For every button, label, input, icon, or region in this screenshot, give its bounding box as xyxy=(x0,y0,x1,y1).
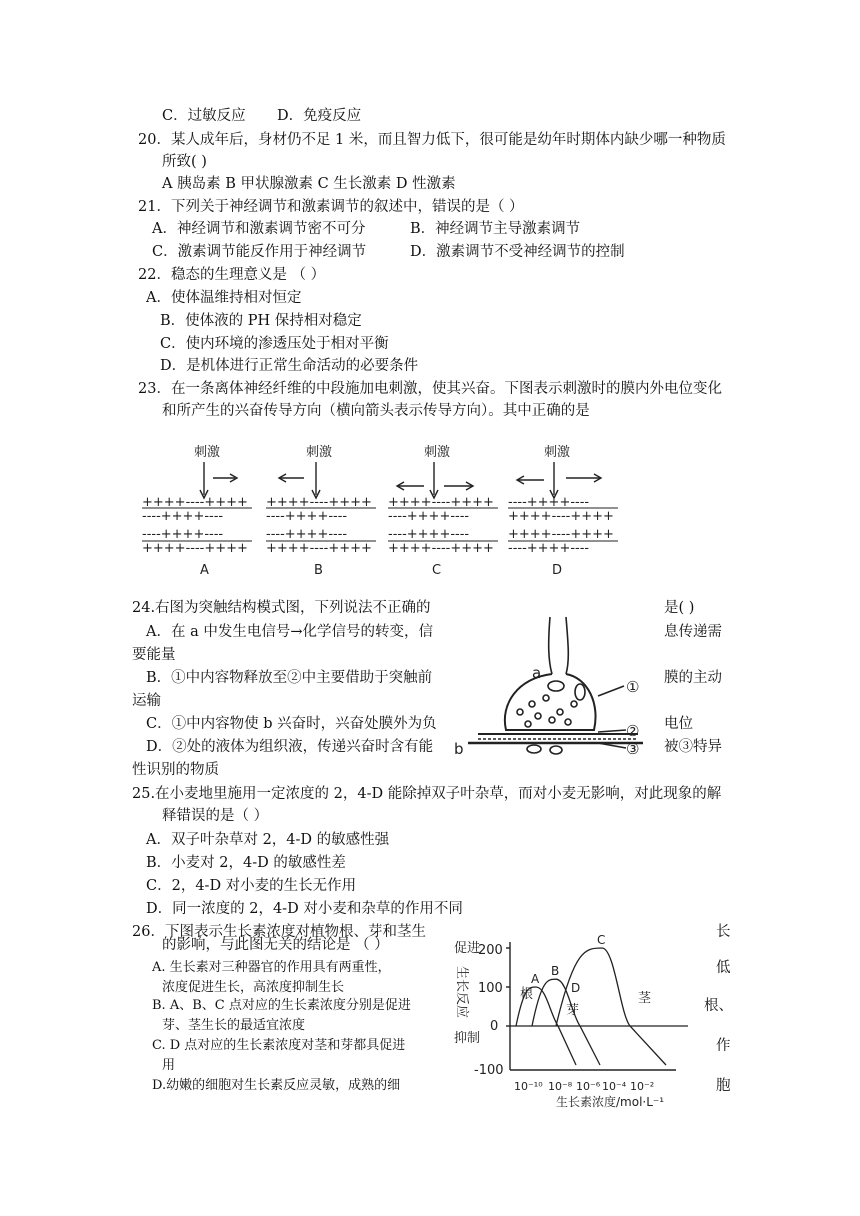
label-2: ② xyxy=(626,722,640,740)
option-c: C. D 点对应的生长素浓度对茎和芽都具促进 xyxy=(152,1038,406,1053)
option-b: B．使体液的 PH 保持相对稳定 xyxy=(160,313,362,329)
y-tick-label: 100 xyxy=(478,981,503,996)
panel-label: A xyxy=(200,563,209,578)
question-22-stem: 22．稳态的生理意义是 （ ） xyxy=(138,267,326,283)
panel-label: B xyxy=(314,563,323,578)
svg-text:----++++----: ----++++---- xyxy=(388,509,470,524)
svg-text:++++----++++: ++++----++++ xyxy=(266,541,372,556)
x-tick-label: 10⁻² xyxy=(630,1080,655,1093)
question-25-stem-cont: 释错误的是（ ） xyxy=(162,808,269,824)
option-c-cont: 用 xyxy=(162,1058,176,1073)
option-c: C．激素调节能反作用于神经调节 xyxy=(152,244,367,260)
svg-text:++++----++++: ++++----++++ xyxy=(388,495,494,510)
option-d: D.幼嫩的细胞对生长素反应灵敏，成熟的细 xyxy=(152,1078,401,1093)
stimulus-label: 刺激 xyxy=(424,445,451,460)
option-b: B. A、B、C 点对应的生长素浓度分别是促进 xyxy=(152,998,411,1013)
svg-text:----++++----: ----++++---- xyxy=(142,527,224,542)
x-tick-label: 10⁻⁶ xyxy=(576,1080,601,1093)
svg-text:----++++----: ----++++---- xyxy=(266,509,348,524)
panel-c xyxy=(388,444,498,578)
label-1: ① xyxy=(626,678,640,696)
option-d: D．是机体进行正常生命活动的必要条件 xyxy=(160,358,419,374)
question-26-stem-cont: 的影响，与此图无关的结论是 （ ） xyxy=(162,937,389,953)
option-d-cont2: 性识别的物质 xyxy=(132,762,219,778)
option-d-cont: 被③特异 xyxy=(664,739,722,755)
point-d-label: D xyxy=(571,981,581,995)
option-d: D．同一浓度的 2，4-D 对小麦和杂草的作用不同 xyxy=(146,901,463,917)
option-a: A．使体温维持相对恒定 xyxy=(146,290,302,306)
question-25-stem: 25.在小麦地里施用一定浓度的 2，4-D 能除掉双子叶杂草，而对小麦无影响，对此现象的解 xyxy=(132,786,722,802)
peak-label: A xyxy=(531,972,540,986)
label-3: ③ xyxy=(626,740,640,758)
series-label: 根 xyxy=(520,987,534,1002)
series-label: 芽 xyxy=(566,1003,580,1018)
option-a-cont: 息传递需 xyxy=(664,624,722,640)
x-tick-label: 10⁻⁸ xyxy=(548,1080,573,1093)
question-20-stem: 20．某人成年后，身材仍不足 1 米，而且智力低下，很可能是幼年时期体内缺少哪一种物质 xyxy=(138,132,726,148)
option-a: A．神经调节和激素调节密不可分 xyxy=(152,221,366,237)
x-tick-label: 10⁻¹⁰ xyxy=(514,1080,543,1093)
synapse-diagram xyxy=(448,612,658,782)
svg-text:++++----++++: ++++----++++ xyxy=(142,541,248,556)
option-b: B．①中内容物释放至②中主要借助于突触前 xyxy=(146,670,433,686)
stimulus-label: 刺激 xyxy=(194,445,221,460)
auxin-chart xyxy=(452,928,692,1108)
question-23-stem: 23．在一条离体神经纤维的中段施加电刺激，使其兴奋。下图表示刺激时的膜内外电位变化 xyxy=(138,381,722,397)
option-a: A．双子叶杂草对 2，4-D 的敏感性强 xyxy=(146,832,390,848)
svg-text:----++++----: ----++++---- xyxy=(266,527,348,542)
svg-text:++++----++++: ++++----++++ xyxy=(508,527,614,542)
svg-text:----++++----: ----++++---- xyxy=(508,495,590,510)
svg-text:++++----++++: ++++----++++ xyxy=(388,541,494,556)
svg-text:++++----++++: ++++----++++ xyxy=(142,495,248,510)
x-axis-label: 生长素浓度/mol·L⁻¹ xyxy=(556,1095,665,1108)
option-d: D．免疫反应 xyxy=(277,108,362,124)
option-b: B．小麦对 2，4-D 的敏感性差 xyxy=(146,855,346,871)
panel-a xyxy=(142,444,252,578)
option-b-cont: 芽、茎生长的最适宜浓度 xyxy=(162,1018,306,1033)
y-tick-label: 0 xyxy=(490,1019,499,1034)
question-26-stem: 26．下图表示生长素浓度对植物根、芽和茎生 xyxy=(132,924,426,940)
option-d-end: 胞 xyxy=(716,1078,731,1094)
svg-text:----++++----: ----++++---- xyxy=(142,509,224,524)
option-a: A. 生长素对三种器官的作用具有两重性， xyxy=(152,960,391,975)
stimulus-label: 刺激 xyxy=(306,445,333,460)
option-b-cont: 膜的主动 xyxy=(664,670,722,686)
option-c: C．使内环境的渗透压处于相对平衡 xyxy=(160,336,389,352)
question-21-stem: 21．下列关于神经调节和激素调节的叙述中，错误的是（ ） xyxy=(138,199,524,215)
stimulus-label: 刺激 xyxy=(544,445,571,460)
option-d: D．激素调节不受神经调节的控制 xyxy=(410,244,625,260)
svg-text:++++----++++: ++++----++++ xyxy=(508,509,614,524)
nerve-fiber-figure xyxy=(138,440,638,580)
option-c-end: 作 xyxy=(716,1038,731,1054)
y-tick-label: -100 xyxy=(474,1063,504,1078)
svg-text:----++++----: ----++++---- xyxy=(388,527,470,542)
question-24-stem: 24.右图为突触结构模式图，下列说法不正确的 xyxy=(132,600,431,616)
question-26-stem-end: 长 xyxy=(716,924,731,940)
panel-label: C xyxy=(432,563,442,578)
label-b: b xyxy=(454,740,464,758)
svg-text:----++++----: ----++++---- xyxy=(508,541,590,556)
panel-label: D xyxy=(552,563,563,578)
option-c-cont: 电位 xyxy=(664,716,693,732)
option-a: A．在 a 中发生电信号→化学信号的转变，信 xyxy=(146,624,433,640)
y-label-inhibit: 抑制 xyxy=(454,1031,481,1046)
option-c: C．2，4-D 对小麦的生长无作用 xyxy=(146,878,357,894)
option-a-cont2: 要能量 xyxy=(132,647,176,663)
svg-text:++++----++++: ++++----++++ xyxy=(266,495,372,510)
series-label: 茎 xyxy=(638,991,652,1006)
option-b: B．神经调节主导激素调节 xyxy=(410,221,581,237)
option-b-cont2: 运输 xyxy=(132,693,161,709)
question-20-options: A 胰岛素 B 甲状腺激素 C 生长激素 D 性激素 xyxy=(162,176,456,192)
question-24-stem-end: 是( ) xyxy=(664,600,695,616)
y-label-promote: 促进 xyxy=(454,941,481,956)
peak-label: B xyxy=(551,964,560,979)
question-20-stem-cont: 所致( ) xyxy=(162,154,207,170)
option-d: D．②处的液体为组织液，传递兴奋时含有能 xyxy=(146,739,434,755)
peak-label: C xyxy=(597,933,606,947)
panel-b xyxy=(266,444,376,578)
y-tick-label: 200 xyxy=(478,943,503,958)
y-axis-label: 生长反应 xyxy=(454,966,469,1019)
option-c: C．过敏反应 xyxy=(162,108,246,124)
label-a: a xyxy=(532,664,542,682)
option-a-cont: 浓度促进生长，高浓度抑制生长 xyxy=(162,980,345,995)
option-a-end: 低 xyxy=(716,960,731,976)
x-tick-label: 10⁻⁴ xyxy=(602,1080,627,1093)
question-23-stem-cont: 和所产生的兴奋传导方向（横向箭头表示传导方向）。其中正确的是 xyxy=(162,403,590,419)
option-c: C．①中内容物使 b 兴奋时，兴奋处膜外为负 xyxy=(146,716,437,732)
panel-d xyxy=(508,444,618,578)
option-b-end: 根、 xyxy=(704,998,733,1014)
